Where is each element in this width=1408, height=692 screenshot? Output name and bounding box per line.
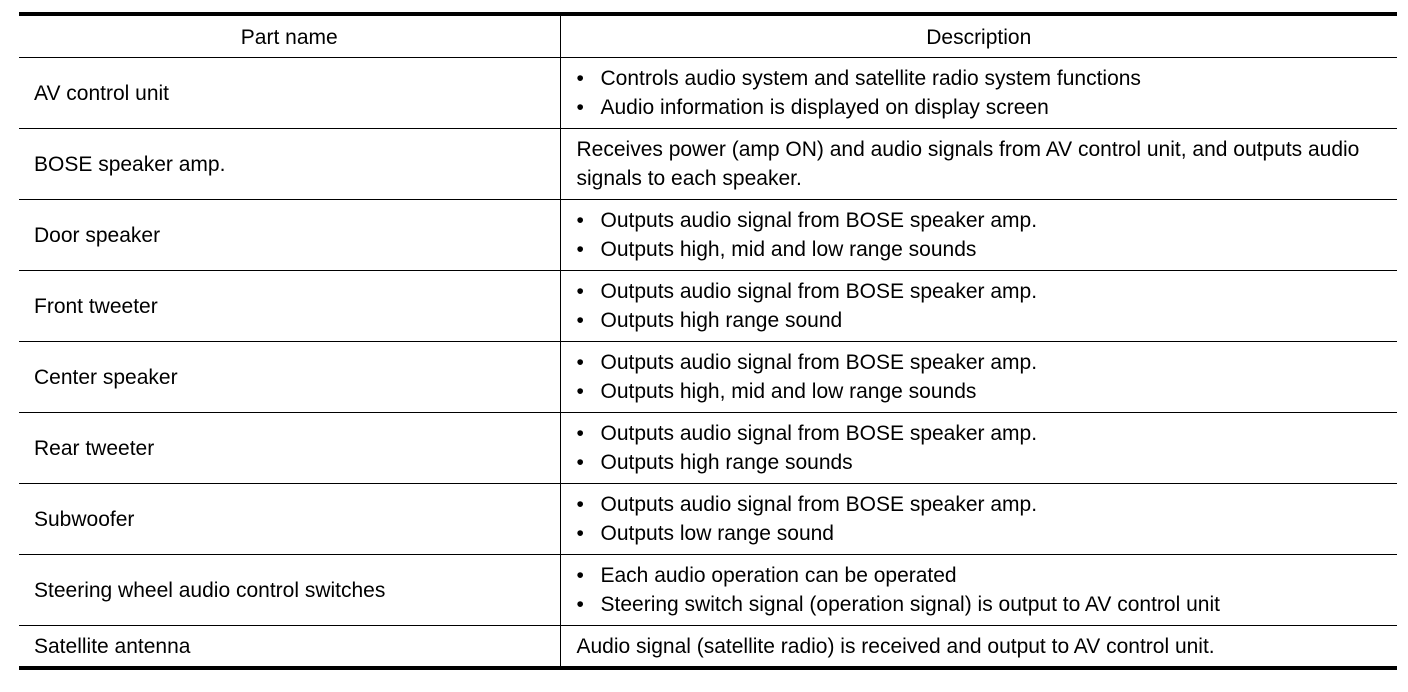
bullet-item: • Steering switch signal (operation signal) is output to AV control unit xyxy=(577,590,1388,619)
table-row xyxy=(19,626,1397,669)
bullet-item: • Outputs audio signal from BOSE speaker amp. xyxy=(577,419,1388,448)
table-row xyxy=(19,129,1397,200)
part-name-cell: Subwoofer xyxy=(19,484,560,555)
part-name-cell: Door speaker xyxy=(19,200,560,271)
bullet-item: • Outputs audio signal from BOSE speaker amp. xyxy=(577,206,1388,235)
description-cell xyxy=(560,555,1397,626)
bullet-item: • Audio information is displayed on display screen xyxy=(577,93,1388,122)
header-description: Description xyxy=(560,14,1397,58)
table-row xyxy=(19,555,1397,626)
description-cell xyxy=(560,129,1397,200)
bullet-item: • Controls audio system and satellite radio system functions xyxy=(577,64,1388,93)
description-bullet-list xyxy=(577,206,1388,264)
part-name-cell: Steering wheel audio control switches xyxy=(19,555,560,626)
description-bullet-list xyxy=(577,277,1388,335)
bullet-item: • Each audio operation can be operated xyxy=(577,561,1388,590)
description-bullet-list xyxy=(577,561,1388,619)
bullet-item: • Outputs high, mid and low range sounds xyxy=(577,235,1388,264)
description-bullet-list xyxy=(577,419,1388,477)
description-bullet-list xyxy=(577,348,1388,406)
description-text: Audio signal (satellite radio) is received and output to AV control unit. xyxy=(576,634,1215,658)
table-row xyxy=(19,484,1397,555)
part-name-cell: Front tweeter xyxy=(19,271,560,342)
description-cell xyxy=(560,626,1397,669)
parts-description-table xyxy=(19,12,1397,670)
description-text: Receives power (amp ON) and audio signals from AV control unit, and outputs audio signals to each speaker. xyxy=(576,138,1360,190)
bullet-item: • Outputs high, mid and low range sounds xyxy=(577,377,1388,406)
description-cell xyxy=(560,200,1397,271)
table-header-row xyxy=(19,14,1397,58)
description-bullet-list xyxy=(577,490,1388,548)
table-row xyxy=(19,413,1397,484)
part-name-cell: BOSE speaker amp. xyxy=(19,129,560,200)
description-cell xyxy=(560,484,1397,555)
part-name-cell: Rear tweeter xyxy=(19,413,560,484)
part-name-cell: AV control unit xyxy=(19,58,560,129)
header-part-name: Part name xyxy=(19,14,560,58)
part-name-cell: Center speaker xyxy=(19,342,560,413)
description-bullet-list xyxy=(577,64,1388,122)
bullet-item: • Outputs high range sound xyxy=(577,306,1388,335)
bullet-item: • Outputs audio signal from BOSE speaker amp. xyxy=(577,348,1388,377)
description-cell xyxy=(560,271,1397,342)
bullet-item: • Outputs high range sounds xyxy=(577,448,1388,477)
part-name-cell: Satellite antenna xyxy=(19,626,560,669)
description-cell xyxy=(560,58,1397,129)
bullet-item: • Outputs audio signal from BOSE speaker amp. xyxy=(577,490,1388,519)
table-row xyxy=(19,58,1397,129)
description-cell xyxy=(560,413,1397,484)
table-row xyxy=(19,271,1397,342)
bullet-item: • Outputs audio signal from BOSE speaker amp. xyxy=(577,277,1388,306)
bullet-item: • Outputs low range sound xyxy=(577,519,1388,548)
table-row xyxy=(19,200,1397,271)
table-row xyxy=(19,342,1397,413)
description-cell xyxy=(560,342,1397,413)
